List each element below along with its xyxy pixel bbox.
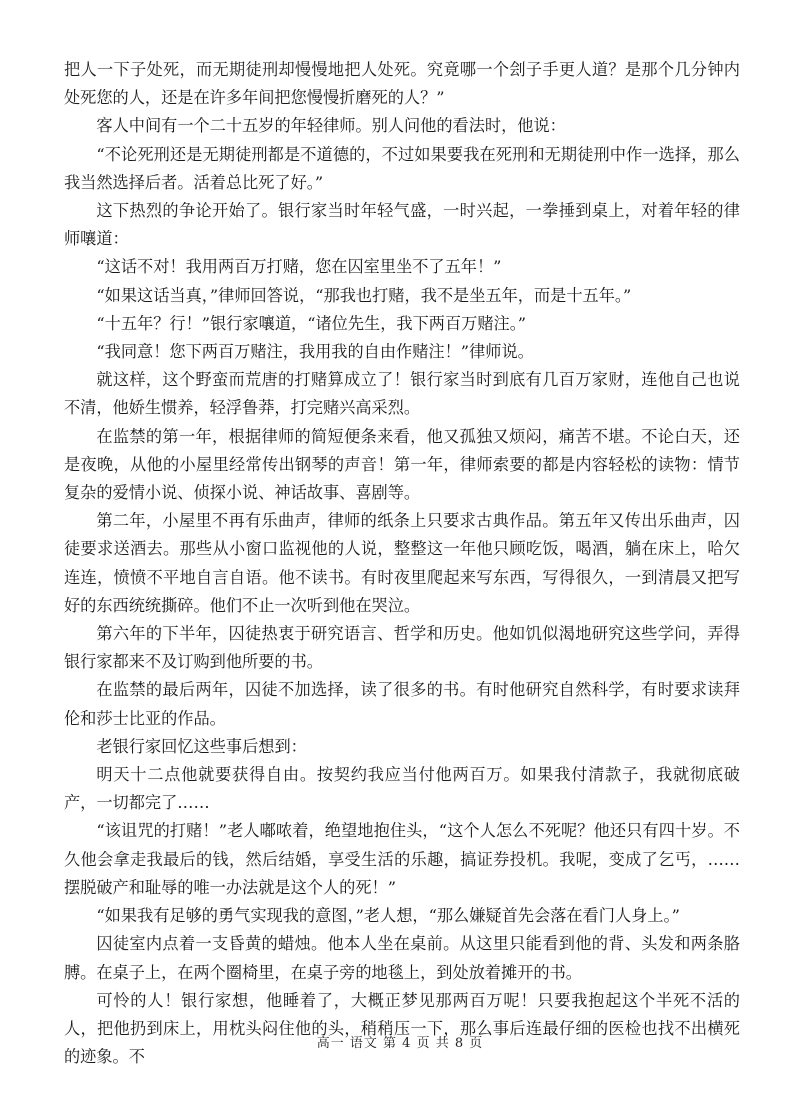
paragraph: “该诅咒的打赌！”老人嘟哝着，绝望地抱住头，“这个人怎么不死呢？他还只有四十岁。不久他会拿走我最后的钱，然后结婚，享受生活的乐趣，搞证券投机。我呢，变成了乞丐，……摆脱破产和耻辱的唯一办法就是这个人的死！” (64, 821, 740, 897)
paragraph: 第二年，小屋里不再有乐曲声，律师的纸条上只要求古典作品。第五年又传出乐曲声，囚徒要求送酒去。那些从小窗口监视他的人说，整整这一年他只顾吃饭，喝酒，躺在床上，哈欠连连，愤愤不平地自言自语。他不读书。有时夜里爬起来写东西，写得很久，一到清晨又把写好的东西统统撕碎。他们不止一次听到他在哭泣。 (64, 511, 740, 615)
paragraph: 在监禁的第一年，根据律师的简短便条来看，他又孤独又烦闷，痛苦不堪。不论白天，还是夜晚，从他的小屋里经常传出钢琴的声音！第一年，律师索要的都是内容轻松的读物：情节复杂的爱情小说、侦探小说、神话故事、喜剧等。 (64, 426, 740, 503)
paragraph: 把人一下子处死，而无期徒刑却慢慢地把人处死。究竟哪一个刽子手更人道？是那个几分钟内处死您的人，还是在许多年间把您慢慢折磨死的人？” (64, 60, 740, 108)
paragraph: “十五年？行！”银行家嚷道，“诸位先生，我下两百万赌注。” (96, 313, 527, 333)
paragraph: 就这样，这个野蛮而荒唐的打赌算成立了！银行家当时到底有几百万家财，连他自己也说不清，他娇生惯养，轻浮鲁莽，打完赌兴高采烈。 (64, 370, 740, 418)
paragraph: “不论死刑还是无期徒刑都是不道德的，不过如果要我在死刑和无期徒刑中作一选择，那么我当然选择后者。活着总比死了好。” (64, 144, 740, 192)
paragraph: 明天十二点他就要获得自由。按契约我应当付他两百万。如果我付清款子，我就彻底破产，一切都完了…… (64, 765, 740, 813)
paragraph: 囚徒室内点着一支昏黄的蜡烛。他本人坐在桌前。从这里只能看到他的背、头发和两条胳膊。在桌子上，在两个圈椅里，在桌子旁的地毯上，到处放着摊开的书。 (64, 934, 740, 982)
paragraph: 这下热烈的争论开始了。银行家当时年轻气盛，一时兴起，一拳捶到桌上，对着年轻的律师嚷道： (64, 201, 740, 249)
paragraph: 第六年的下半年，囚徒热衷于研究语言、哲学和历史。他如饥似渴地研究这些学问，弄得银行家都来不及订购到他所要的书。 (64, 624, 740, 672)
article-body (64, 56, 740, 1071)
paragraph: 老银行家回忆这些事后想到： (96, 736, 307, 756)
paragraph: 可怜的人！银行家想，他睡着了，大概正梦见那两百万呢！只要我抱起这个半死不活的人，把他扔到床上，用枕头闷住他的头，稍稍压一下，那么事后连最仔细的医检也找不出横死的迹象。不 (64, 990, 740, 1067)
paragraph: 在监禁的最后两年，囚徒不加选择，读了很多的书。有时他研究自然科学，有时要求读拜伦和莎士比亚的作品。 (64, 680, 740, 728)
paragraph: “如果这话当真，”律师回答说，“那我也打赌，我不是坐五年，而是十五年。” (96, 285, 632, 305)
page-footer: 高一 语文 第 4 页 共 8 页 (316, 1036, 484, 1051)
paragraph: “如果我有足够的勇气实现我的意图，”老人想，“那么嫌疑首先会落在看门人身上。” (96, 906, 680, 926)
paragraph: “我同意！您下两百万赌注，我用我的自由作赌注！”律师说。 (96, 342, 534, 362)
paragraph: “这话不对！我用两百万打赌，您在囚室里坐不了五年！” (96, 257, 502, 277)
paragraph: 客人中间有一个二十五岁的年轻律师。别人问他的看法时，他说： (96, 116, 566, 136)
